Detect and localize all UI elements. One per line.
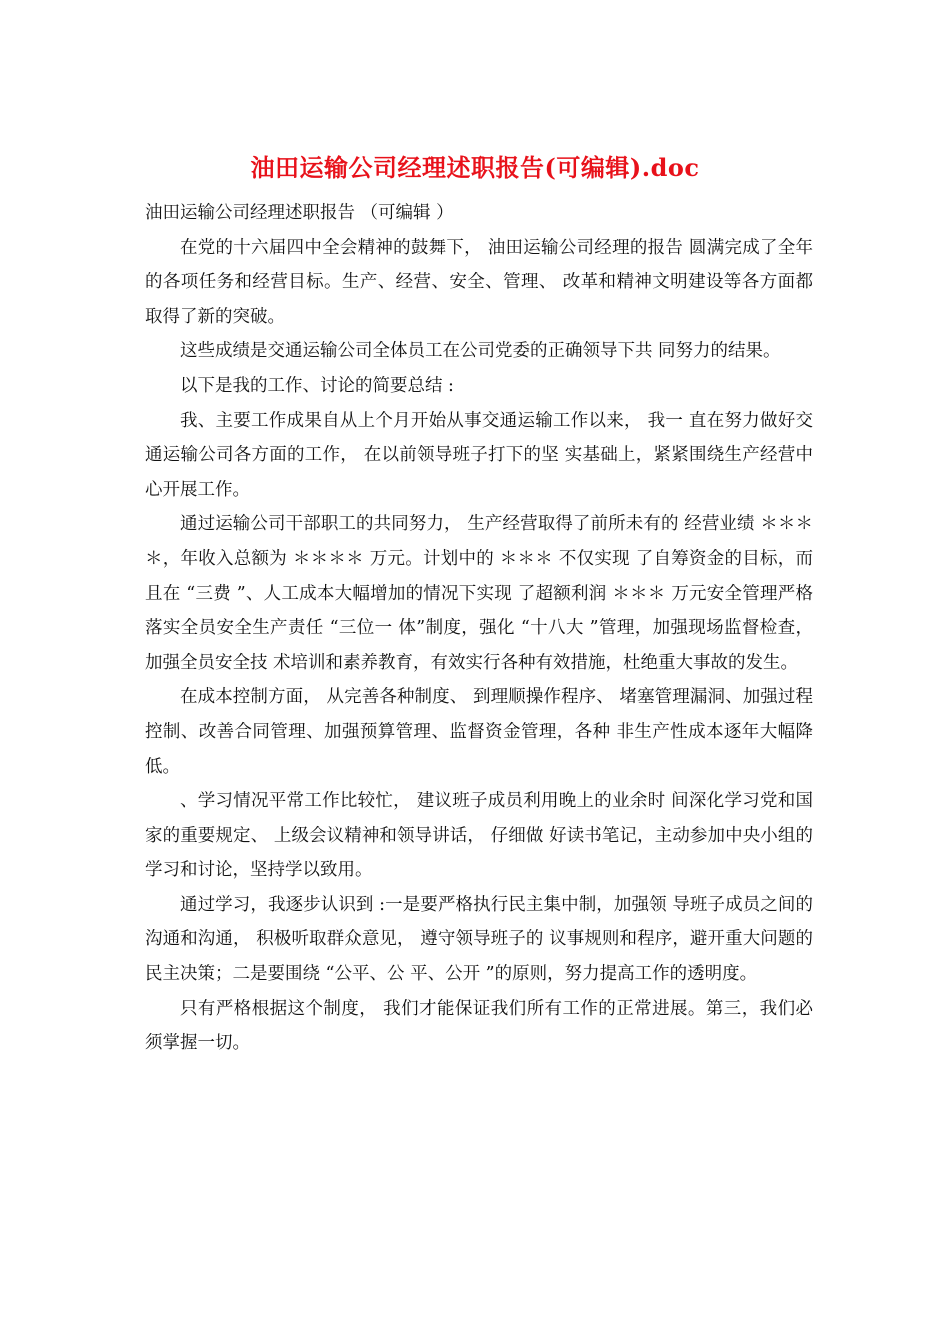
paragraph: 我、主要工作成果自从上个月开始从事交通运输工作以来， 我一 直在努力做好交通运输公司各方面的工作， 在以前领导班子打下的坚 实基础上，紧紧围绕生产经营中心开展工作。 [145, 410, 813, 500]
paragraph: 、学习情况平常工作比较忙， 建议班子成员利用晚上的业余时 间深化学习党和国家的重要规定、 上级会议精神和领导讲话， 仔细做 好读书笔记，主动参加中央小组的学习和讨论，坚持学以致用。 [145, 791, 813, 881]
paragraph: 在党的十六届四中全会精神的鼓舞下， 油田运输公司经理的报告 圆满完成了全年的各项任务和经营目标。生产、经营、安全、管理、 改革和精神文明建设等各方面都取得了新的突破。 [145, 237, 813, 327]
paragraph: 通过运输公司干部职工的共同努力， 生产经营取得了前所未有的 经营业绩 ＊＊＊＊，年收入总额为 ＊＊＊＊ 万元。计划中的 ＊＊＊ 不仅实现 了自筹资金的目标，而且在 “三费 ”、人工成本大幅增加的情况下实现 了超额利润 ＊＊＊ 万元安全管理严格落实全员安全生产责任 “三位一 体”制度，强化 “十八大 ”管理，加强现场监督检查，加强全员安全技 术培训和素养教育，有效实行各种有效措施，杜绝重大事故的发生。 [145, 514, 813, 673]
paragraph: 在成本控制方面， 从完善各种制度、 到理顺操作程序、 堵塞管理漏洞、加强过程控制、改善合同管理、加强预算管理、监督资金管理，各种 非生产性成本逐年大幅降低。 [145, 687, 813, 777]
paragraph: 只有严格根据这个制度， 我们才能保证我们所有工作的正常进展。第三，我们必须掌握一切。 [145, 998, 813, 1054]
paragraph: 以下是我的工作、讨论的简要总结 : [180, 375, 454, 396]
document-body [145, 196, 813, 1061]
document-title: 油田运输公司经理述职报告(可编辑).doc [250, 153, 700, 182]
paragraph: 这些成绩是交通运输公司全体员工在公司党委的正确领导下共 同努力的结果。 [180, 341, 781, 362]
paragraph: 通过学习，我逐步认识到 :一是要严格执行民主集中制，加强领 导班子成员之间的沟通和沟通， 积极听取群众意见， 遵守领导班子的 议事规则和程序，避开重大问题的民主决策；二是要围绕 “公平、公 平、公开 ”的原则，努力提高工作的透明度。 [145, 894, 813, 985]
document-subtitle: 油田运输公司经理述职报告 （可编辑 ） [145, 203, 454, 223]
